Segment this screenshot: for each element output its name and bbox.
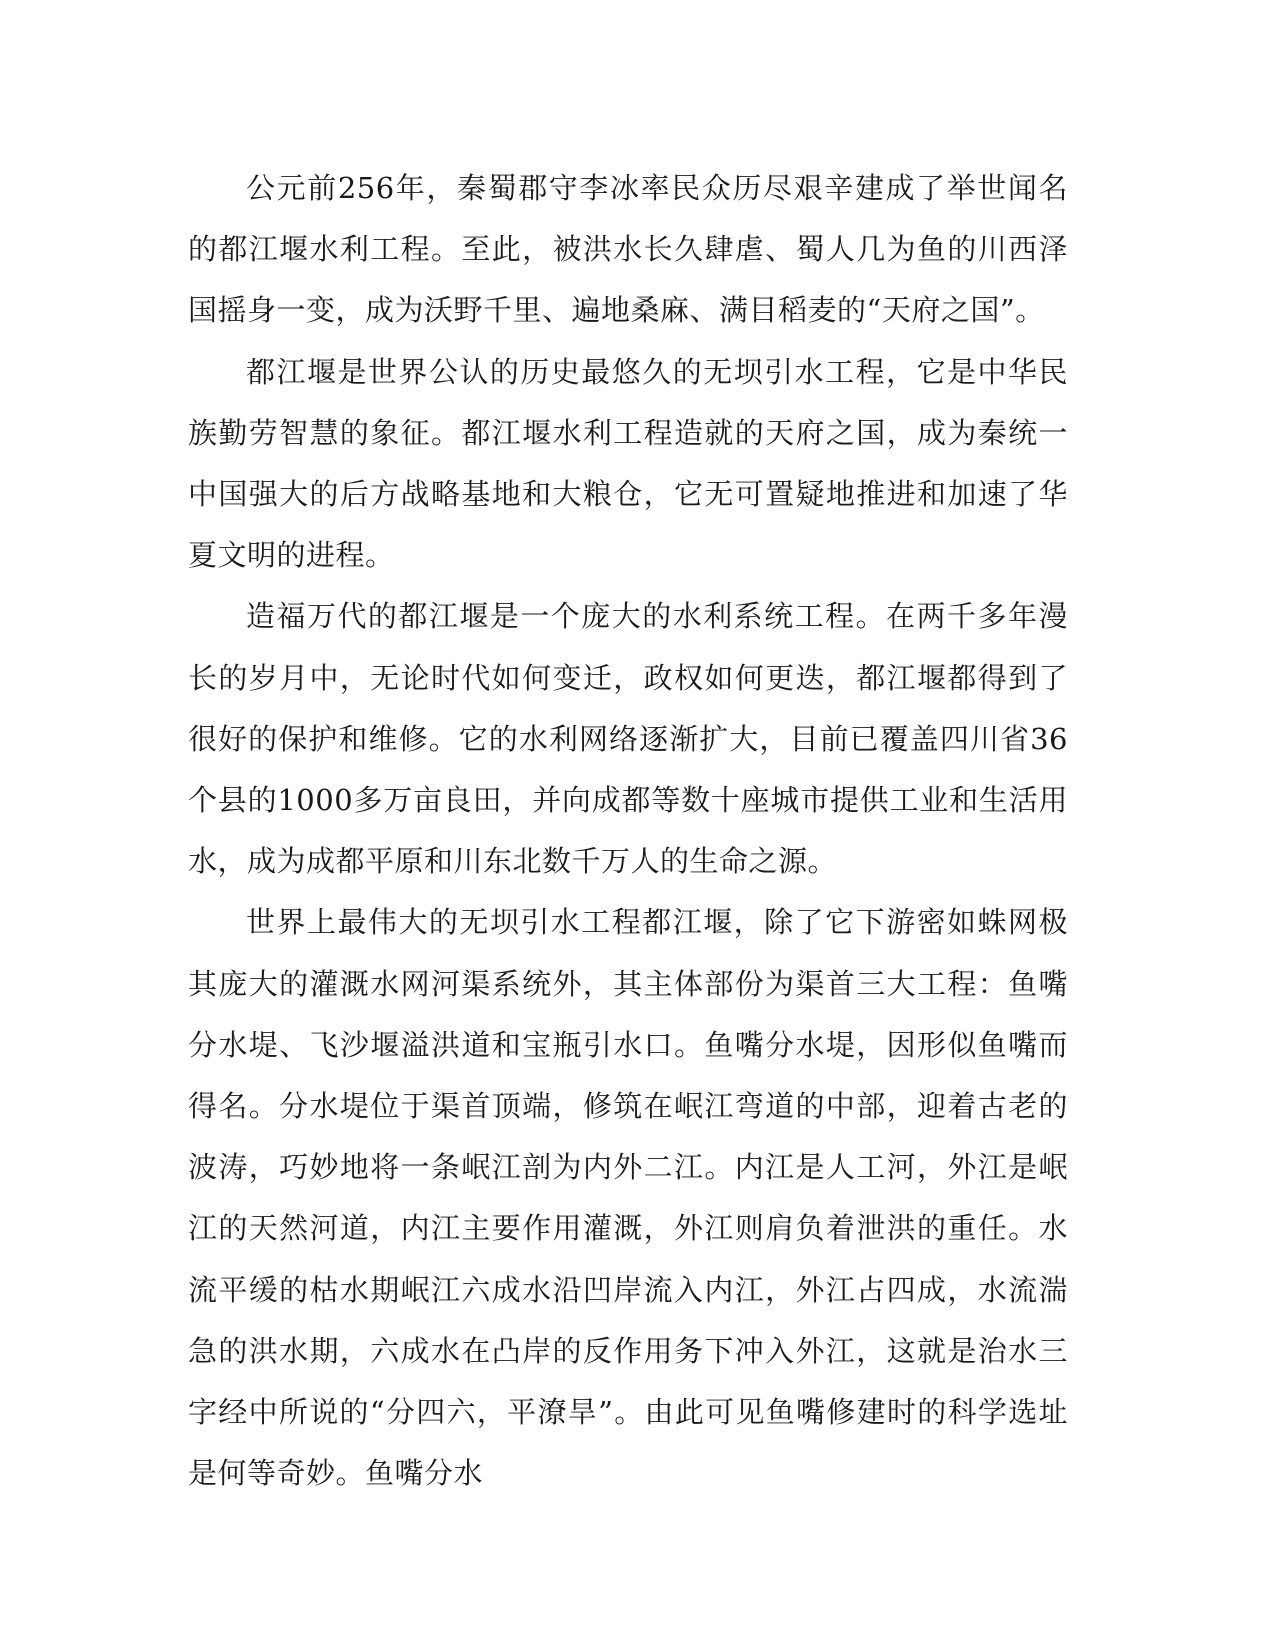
body-text: [188, 158, 1068, 1504]
paragraph-2: 都江堰是世界公认的历史最悠久的无坝引水工程，它是中华民族勤劳智慧的象征。都江堰水利工程造就的天府之国，成为秦统一中国强大的后方战略基地和大粮仓，它无可置疑地推进和加速了华夏文明的进程。: [188, 354, 1068, 573]
paragraph-3: 造福万代的都江堰是一个庞大的水利系统工程。在两千多年漫长的岁月中，无论时代如何变迁，政权如何更迭，都江堰都得到了很好的保护和维修。它的水利网络逐渐扩大，目前已覆盖四川省36个县的1000多万亩良田，并向成都等数十座城市提供工业和生活用水，成为成都平原和川东北数千万人的生命之源。: [188, 599, 1068, 879]
paragraph-1: 公元前256年，秦蜀郡守李冰率民众历尽艰辛建成了举世闻名的都江堰水利工程。至此，被洪水长久肆虐、蜀人几为鱼的川西泽国摇身一变，成为沃野千里、遍地桑麻、满目稻麦的“天府之国”。: [188, 171, 1068, 328]
paragraph-4: 世界上最伟大的无坝引水工程都江堰，除了它下游密如蛛网极其庞大的灌溉水网河渠系统外，其主体部份为渠首三大工程：鱼嘴分水堤、飞沙堰溢洪道和宝瓶引水口。鱼嘴分水堤，因形似鱼嘴而得名。分水堤位于渠首顶端，修筑在岷江弯道的中部，迎着古老的波涛，巧妙地将一条岷江剖为内外二江。内江是人工河，外江是岷江的天然河道，内江主要作用灌溉，外江则肩负着泄洪的重任。水流平缓的枯水期岷江六成水沿凹岸流入内江，外江占四成，水流湍急的洪水期，六成水在凸岸的反作用务下冲入外江，这就是治水三字经中所说的“分四六，平潦旱”。由此可见鱼嘴修建时的科学选址是何等奇妙。鱼嘴分水: [188, 905, 1068, 1491]
